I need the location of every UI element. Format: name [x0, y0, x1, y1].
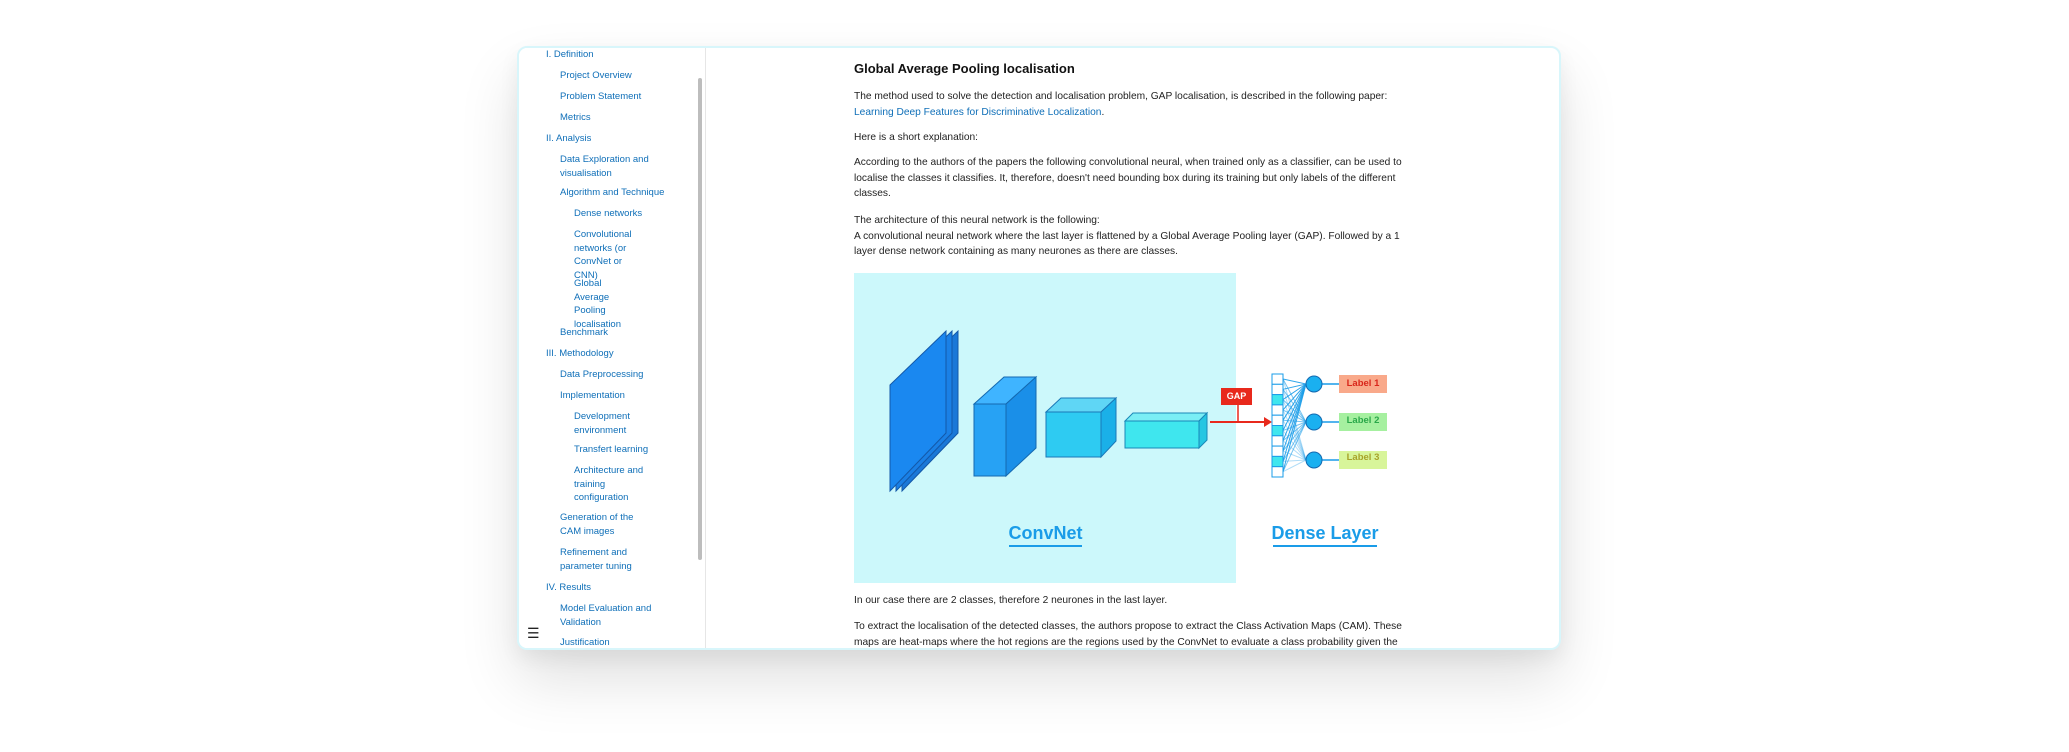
- toc-item[interactable]: Algorithm and Technique: [560, 187, 665, 198]
- flattened-vector: [1272, 374, 1283, 477]
- toc-item[interactable]: Convolutional networks (or ConvNet or CNN): [574, 229, 632, 281]
- vector-cell: [1272, 374, 1283, 384]
- architecture-line-1: The architecture of this neural network is the following:: [854, 215, 1100, 226]
- table-of-contents-sidebar: [519, 48, 706, 648]
- vector-cell: [1272, 467, 1283, 477]
- toc-item[interactable]: IV. Results: [546, 582, 592, 593]
- conv-block-2: [1046, 398, 1116, 457]
- architecture-line-2: A convolutional neural network where the last layer is flattened by a Global Average Pooling layer (GAP). Followed by a 1 layer dense network containing as many neurones as there are classes.: [854, 230, 1400, 257]
- toc-item[interactable]: Refinement and parameter tuning: [560, 547, 632, 572]
- paragraph-intro: [854, 89, 1414, 120]
- toc-item[interactable]: Global Average Pooling localisation: [574, 278, 621, 330]
- toc-item[interactable]: Data Preprocessing: [560, 369, 644, 380]
- browser-window: [517, 46, 1561, 650]
- vector-cell: [1272, 405, 1283, 415]
- hamburger-icon[interactable]: ☰: [527, 625, 540, 641]
- conv-block-3: [1125, 413, 1207, 448]
- vector-cell: [1272, 446, 1283, 456]
- toc-item[interactable]: I. Definition: [546, 49, 594, 60]
- toc-item[interactable]: Development environment: [574, 411, 630, 436]
- paper-link[interactable]: Learning Deep Features for Discriminative Localization: [854, 106, 1102, 118]
- label-2: Label 2: [1346, 415, 1380, 426]
- output-neuron: [1306, 414, 1322, 430]
- toc-item[interactable]: Data Exploration and visualisation: [560, 154, 649, 179]
- vector-cell: [1272, 395, 1283, 405]
- dense-connections: [1283, 379, 1306, 472]
- vector-cell: [1272, 384, 1283, 394]
- sidebar-scrollbar[interactable]: [698, 78, 702, 560]
- conv-block-1: [974, 377, 1036, 476]
- article-content: [706, 48, 1557, 648]
- toc-item[interactable]: Model Evaluation and Validation: [560, 603, 652, 628]
- output-neuron: [1306, 452, 1322, 468]
- gap-label: GAP: [1226, 391, 1247, 401]
- toc-item[interactable]: Transfert learning: [574, 444, 649, 455]
- vector-cell: [1272, 456, 1283, 466]
- paragraph-authors: According to the authors of the papers the following convolutional neural, when trained only as a classifier, can be used to localise the classes it classifies. It, therefore, doesn't need bounding box during its training but only labels of the different classes.: [854, 157, 1402, 199]
- toc-item[interactable]: Metrics: [560, 112, 591, 123]
- convnet-caption: ConvNet: [1008, 523, 1083, 543]
- toc-item[interactable]: Justification: [560, 637, 610, 648]
- toc-item[interactable]: III. Methodology: [546, 348, 614, 359]
- vector-cell: [1272, 415, 1283, 425]
- paragraph-cam: To extract the localisation of the detected classes, the authors propose to extract the Class Activation Maps (CAM). These maps are heat-maps where the hot regions are the regions used by the ConvNet to evaluate a class probability given the: [854, 621, 1402, 648]
- toc-item[interactable]: Project Overview: [560, 70, 632, 81]
- label-3: Label 3: [1346, 452, 1380, 463]
- intro-end: .: [1101, 106, 1105, 118]
- toc-item[interactable]: Benchmark: [560, 327, 609, 338]
- output-neurons: [1306, 376, 1339, 468]
- paragraph-short-explanation: Here is a short explanation:: [854, 132, 979, 143]
- toc-item[interactable]: Implementation: [560, 390, 625, 401]
- toc-item[interactable]: Problem Statement: [560, 91, 642, 102]
- dense-layer-caption: Dense Layer: [1271, 523, 1379, 543]
- toc-item[interactable]: Generation of the CAM images: [560, 512, 634, 537]
- dense-connection: [1283, 460, 1306, 472]
- intro-text: The method used to solve the detection and localisation problem, GAP localisation, is described in the following paper:: [854, 91, 1388, 102]
- toc-item[interactable]: Dense networks: [574, 208, 643, 219]
- input-layer-stack: [890, 331, 958, 491]
- toc-item[interactable]: II. Analysis: [546, 133, 592, 144]
- label-1: Label 1: [1346, 378, 1380, 389]
- paragraph-architecture: [854, 213, 1414, 260]
- gap-architecture-diagram: [854, 273, 1404, 587]
- vector-cell: [1272, 436, 1283, 446]
- output-neuron: [1306, 376, 1322, 392]
- vector-cell: [1272, 426, 1283, 436]
- toc-item[interactable]: Architecture and training configuration: [574, 465, 644, 503]
- dense-connection: [1283, 379, 1306, 384]
- section-heading: Global Average Pooling localisation: [854, 61, 1075, 76]
- paragraph-classes: In our case there are 2 classes, therefore 2 neurones in the last layer.: [854, 595, 1168, 606]
